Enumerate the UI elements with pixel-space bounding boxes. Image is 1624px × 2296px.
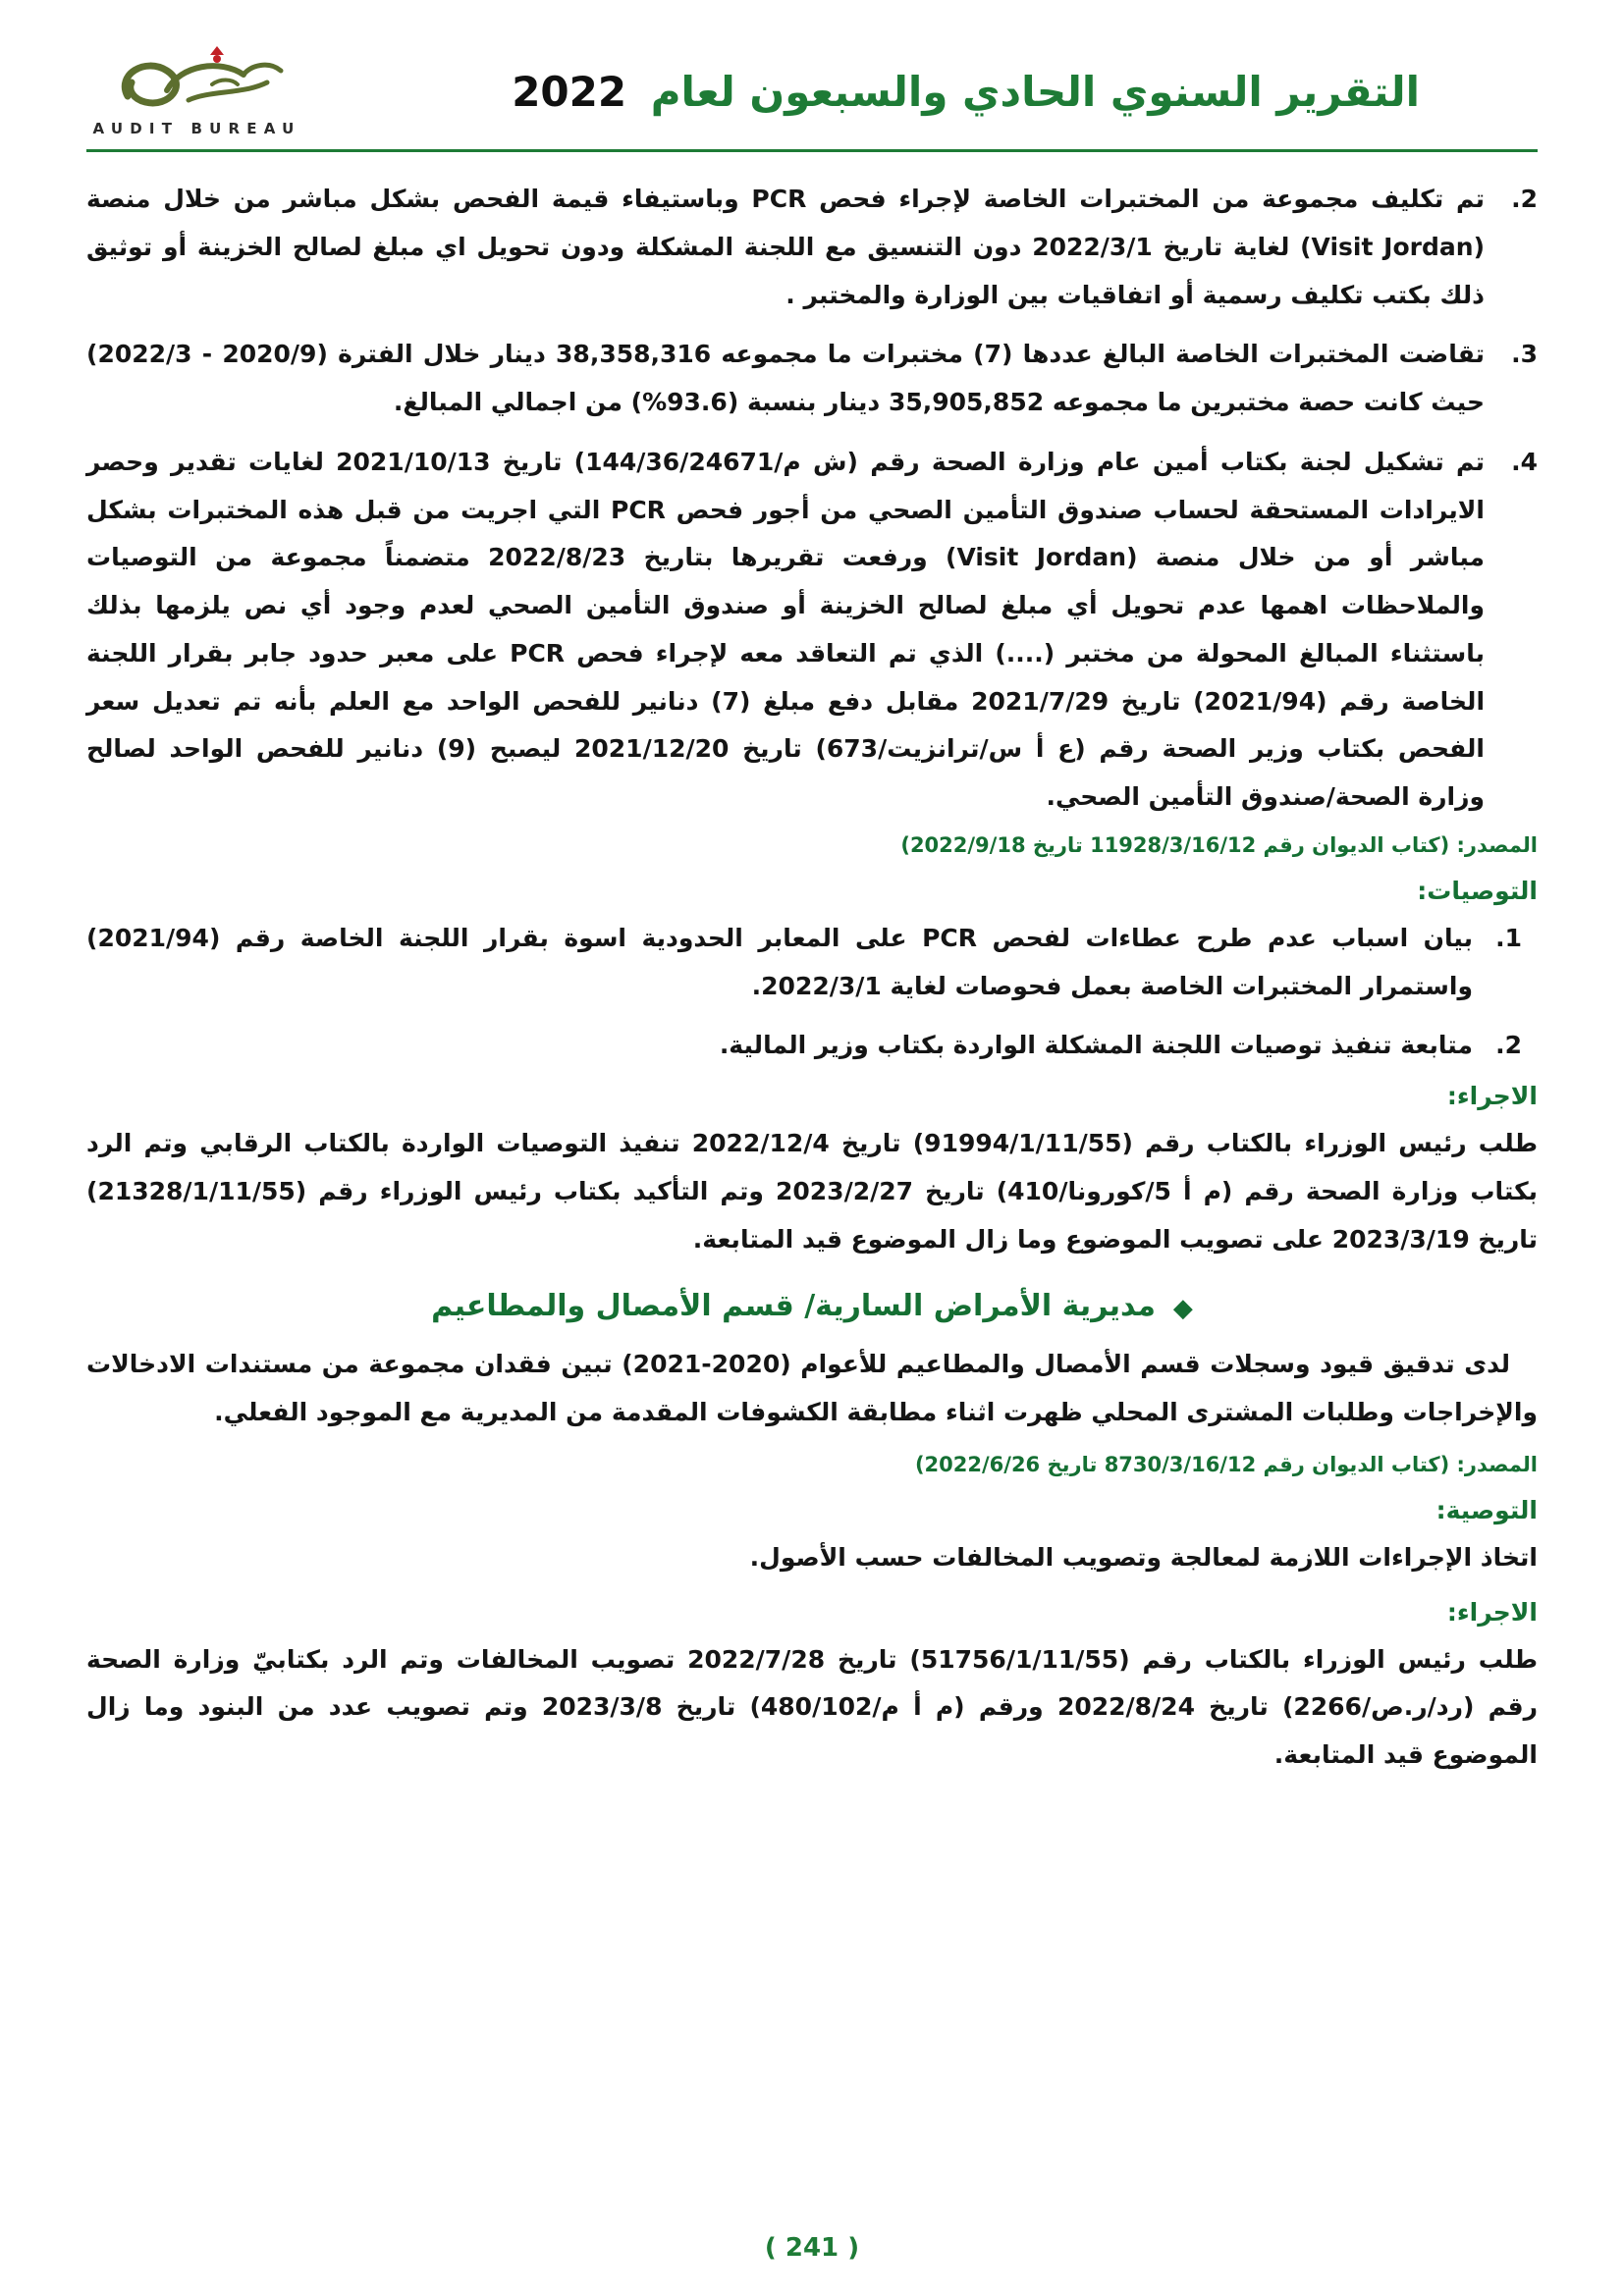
section-title-text: مديرية الأمراض السارية/ قسم الأمصال والمطاعيم	[431, 1289, 1156, 1324]
source-reference: المصدر: (كتاب الديوان رقم 11928/3/16/12 تاريخ 2022/9/18)	[900, 832, 1538, 857]
action-heading: الاجراء:	[1446, 1082, 1538, 1110]
recommendation-text: اتخاذ الإجراءات اللازمة لمعالجة وتصويب المخالفات حسب الأصول.	[749, 1542, 1538, 1572]
recommendation-item	[86, 1022, 1522, 1070]
finding-text: تقاضت المختبرات الخاصة البالغ عددها (7) مختبرات ما مجموعه 38,358,316 دينار خلال الفترة (2020/9 - 2022/3) حيث كانت حصة مختبرين ما مجموعه 35,905,852 دينار بنسبة (93.6%) من اجمالي المبالغ.	[86, 340, 1485, 416]
action-text: طلب رئيس الوزراء بالكتاب رقم (91994/1/11/55) تاريخ 2022/12/4 تنفيذ التوصيات الواردة بالكتاب الرقابي وتم الرد بكتاب وزارة الصحة رقم (م أ 5/كورونا/410) تاريخ 2023/2/27 وتم التأكيد بكتاب رئيس الوزراء رقم (21328/1/11/55) تاريخ 2023/3/19 على تصويب الموضوع وما زال الموضوع قيد المتابعة.	[86, 1129, 1539, 1254]
report-body	[86, 176, 1538, 1795]
header-divider	[86, 149, 1538, 152]
page-number: ( 241 )	[764, 2233, 860, 2263]
finding-text: تم تشكيل لجنة بكتاب أمين عام وزارة الصحة رقم (ش م/144/36/24671) تاريخ 2021/10/13 لغايات تقدير وحصر الايرادات المستحقة لحساب صندوق التأمين الصحي من أجور فحص PCR التي اجريت من قبل هذه المختبرات بشكل مباشر أو من خلال منصة (Visit Jordan) ورفعت تقريرها بتاريخ 2022/8/23 متضمناً مجموعة من التوصيات والملاحظات اهمها عدم تحويل أي مبلغ لصالح الخزينة أو صندوق التأمين الصحي لعدم وجود أي نص يلزمها بذلك باستثناء المبالغ المحولة من مختبر (....) الذي تم التعاقد معه لإجراء فحص PCR على معبر حدود جابر بقرار اللجنة الخاصة رقم (2021/94) تاريخ 2021/7/29 مقابل دفع مبلغ (7) دنانير للفحص الواحد مع العلم بأنه تم تعديل سعر الفحص بكتاب وزير الصحة رقم (ع أ س/ترانزيت/673) تاريخ 2021/12/20 ليصبح (9) دنانير للفحص الواحد لصالح وزارة الصحة/صندوق التأمين الصحي.	[86, 447, 1486, 811]
finding-item	[86, 176, 1538, 319]
audit-bureau-logo	[86, 45, 307, 137]
section-body: لدى تدقيق قيود وسجلات قسم الأمصال والمطاعيم للأعوام (2020-2021) تبين فقدان مجموعة من مستندات الادخالات والإخراجات وطلبات المشترى المحلي ظهرت اثناء مطابقة الكشوفات المقدمة من المديرية مع الموجود الفعلي.	[86, 1350, 1538, 1426]
finding-item	[86, 331, 1538, 427]
finding-item	[86, 439, 1538, 822]
report-title	[307, 68, 1538, 116]
finding-number: 2.	[1511, 185, 1538, 213]
section-title	[86, 1289, 1538, 1323]
recommendations-heading: التوصيات:	[1417, 876, 1538, 905]
recommendation-text: بيان اسباب عدم طرح عطاءات لفحص PCR على المعابر الحدودية اسوة بقرار اللجنة الخاصة رقم (2021/94) واستمرار المختبرات الخاصة بعمل فحوصات لغاية 2022/3/1.	[86, 923, 1473, 1000]
finding-number: 4.	[1511, 447, 1538, 476]
source-reference: المصدر: (كتاب الديوان رقم 8730/3/16/12 تاريخ 2022/6/26)	[914, 1452, 1538, 1476]
action-text: طلب رئيس الوزراء بالكتاب رقم (51756/1/11/55) تاريخ 2022/7/28 تصويب المخالفات وتم الرد بكتابيّ وزارة الصحة رقم (رد/ر.ص/2266) تاريخ 2022/8/24 ورقم (م أ م/480/102) تاريخ 2023/3/8 وتم تصويب عدد من البنود وما زال الموضوع قيد المتابعة.	[86, 1644, 1539, 1769]
page-header	[86, 45, 1538, 147]
finding-text: تم تكليف مجموعة من المختبرات الخاصة لإجراء فحص PCR وباستيفاء قيمة الفحص بشكل مباشر من خلال منصة (Visit Jordan) لغاية تاريخ 2022/3/1 دون التنسيق مع اللجنة المشكلة ودون تحويل اي مبلغ لصالح الخزينة أو توثيق ذلك بكتب تكليف رسمية أو اتفاقيات بين الوزارة والمختبر .	[86, 185, 1485, 309]
logo-crown-icon	[210, 46, 224, 55]
action-heading: الاجراء:	[1446, 1597, 1538, 1627]
report-title-year: 2022	[512, 67, 627, 116]
diamond-bullet-icon: ◆	[1172, 1293, 1193, 1323]
recommendation-text: متابعة تنفيذ توصيات اللجنة المشكلة الواردة بكتاب وزير المالية.	[719, 1031, 1473, 1060]
finding-number: 3.	[1511, 340, 1538, 369]
recommendation-item	[86, 915, 1522, 1011]
report-title-text: التقرير السنوي الحادي والسبعون لعام	[650, 67, 1420, 116]
recommendation-number: 2.	[1495, 1031, 1522, 1060]
audit-bureau-logo-icon	[94, 45, 300, 116]
logo-caption: AUDIT BUREAU	[92, 120, 301, 137]
recommendation-heading: التوصية:	[1435, 1495, 1538, 1524]
recommendation-number: 1.	[1495, 923, 1522, 952]
